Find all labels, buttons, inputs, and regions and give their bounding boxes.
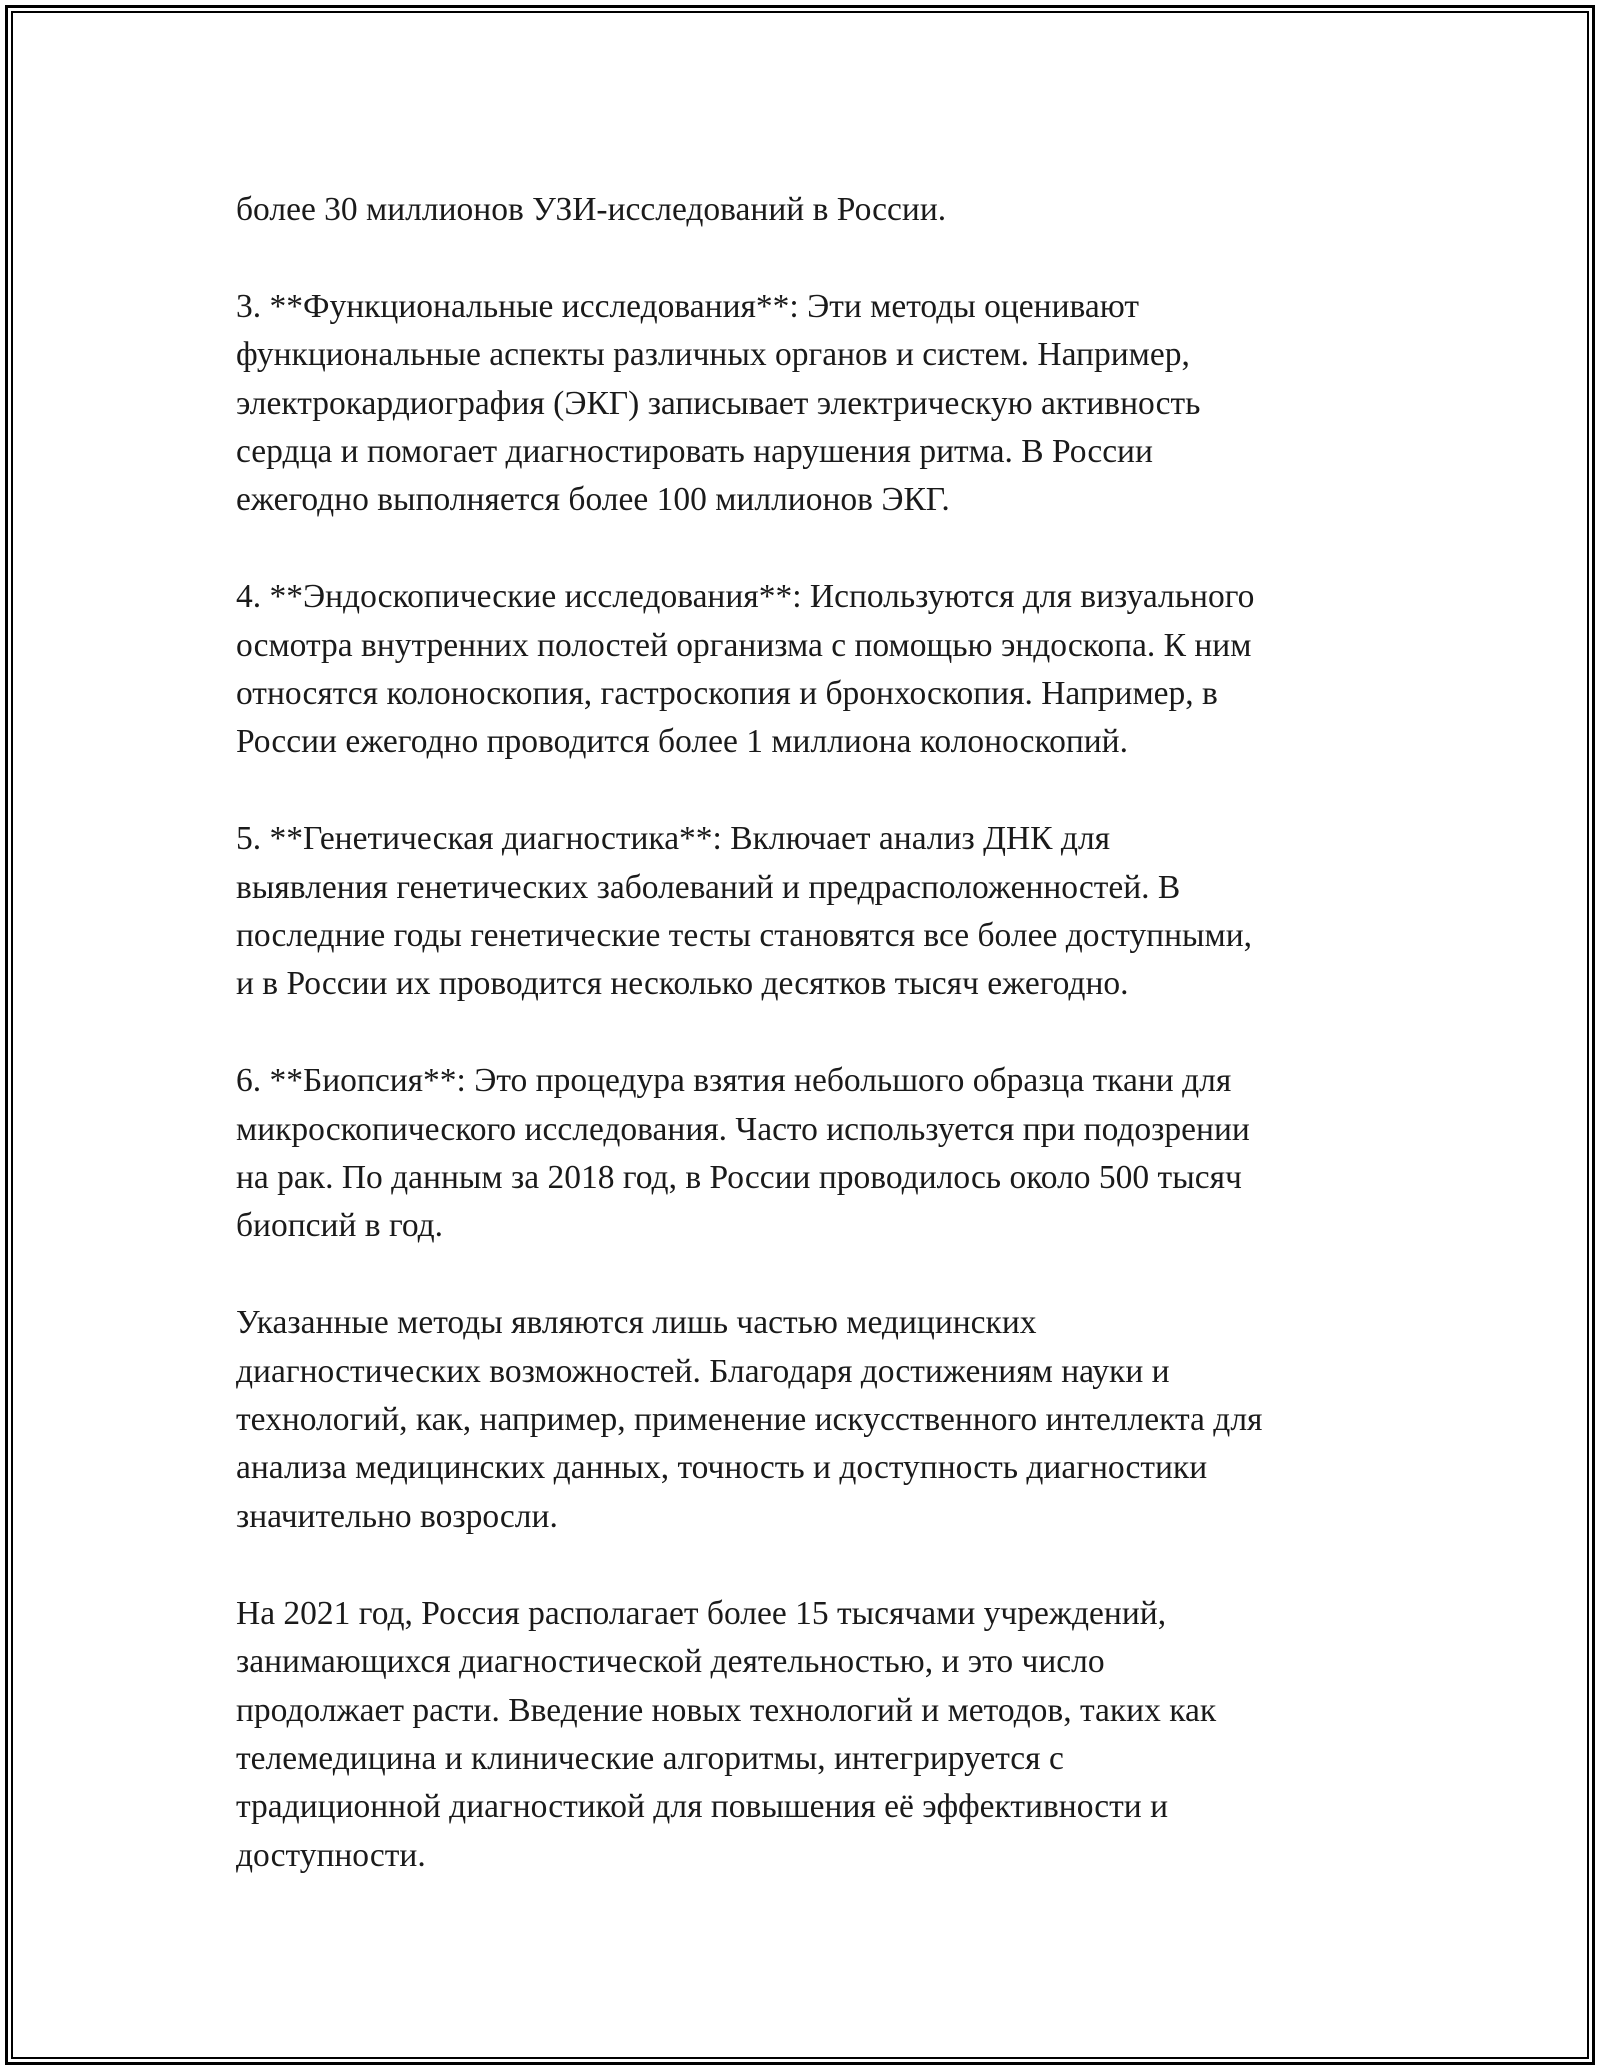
paragraph-ultrasound-continuation: более 30 миллионов УЗИ-исследований в России. [236,191,947,228]
paragraph-conclusion-2021: На 2021 год, Россия располагает более 15 тысячами учреждений, занимающихся диагностической деятельностью, и это число продолжает расти. Введение новых технологий и методов, таких как телемедицина и клинические алгоритмы, интегрируется с традиционной диагностикой для повышения её эффективности и доступности. [236,1594,1217,1874]
document-body [236,186,1386,1880]
paragraph-biopsy: 6. **Биопсия**: Это процедура взятия небольшого образца ткани для микроскопического исследования. Часто используется при подозрении на рак. По данным за 2018 год, в России проводилось около 500 тысяч биопсий в год. [236,1062,1250,1245]
paragraph-functional-studies: 3. **Функциональные исследования**: Эти методы оценивают функциональные аспекты различных органов и систем. Например, электрокардиография (ЭКГ) записывает электрическую активность сердца и помогает диагностировать нарушения ритма. В России ежегодно выполняется более 100 миллионов ЭКГ. [236,287,1201,519]
paragraph-endoscopic-studies: 4. **Эндоскопические исследования**: Используются для визуального осмотра внутренних полостей организма с помощью эндоскопа. К ним относятся колоноскопия, гастроскопия и бронхоскопия. Например, в России ежегодно проводится более 1 миллиона колоноскопий. [236,578,1255,761]
paragraph-genetic-diagnostics: 5. **Генетическая диагностика**: Включает анализ ДНК для выявления генетических заболеваний и предрасположенностей. В последние годы генетические тесты становятся все более доступными, и в России их проводится несколько десятков тысяч ежегодно. [236,820,1253,1003]
paragraph-methods-summary: Указанные методы являются лишь частью медицинских диагностических возможностей. Благодаря достижениям науки и технологий, как, например, применение искусственного интеллекта для анализа медицинских данных, точность и доступность диагностики значительно возросли. [236,1304,1263,1535]
